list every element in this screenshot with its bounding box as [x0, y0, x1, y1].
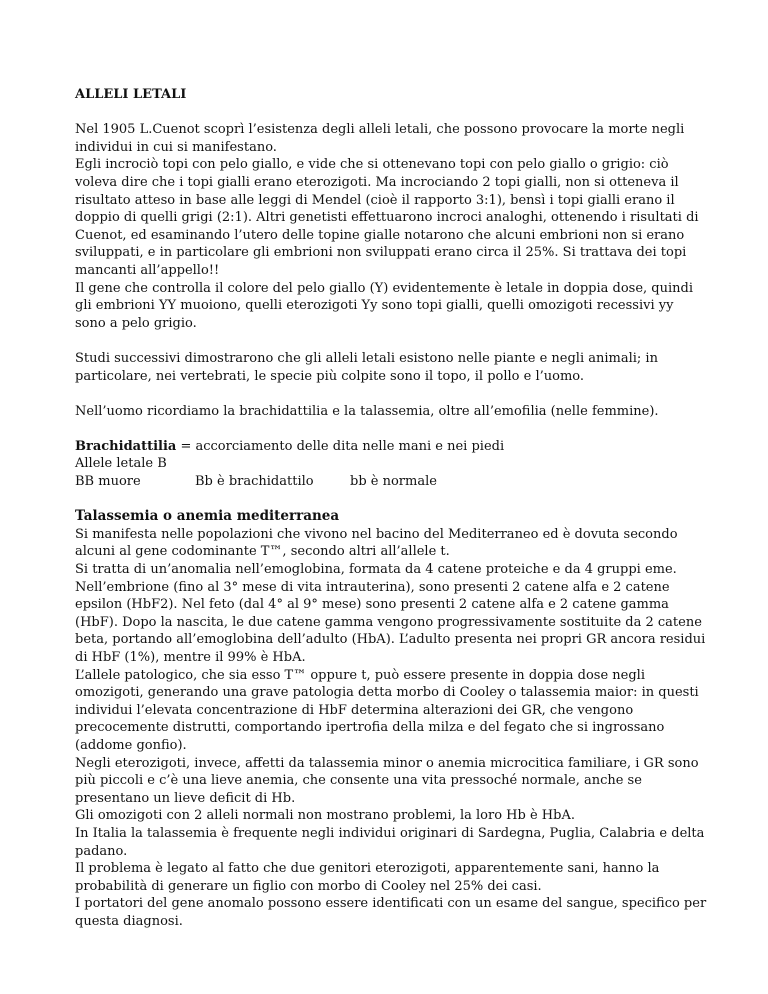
brachy-allele: Allele letale B	[75, 456, 167, 472]
human-paragraph: Nell’uomo ricordiamo la brachidattilia e la talassemia, oltre all’emofilia (nelle femmine).	[75, 403, 659, 419]
thal-paragraph-3: Nell’embrione (fino al 3° mese di vita intrauterina), sono presenti 2 catene alfa e 2 catene epsilon (HbF2). Nel feto (dal 4° al 9° mese) sono presenti 2 catene alfa e 2 catene gamma (HbF). Dopo la nascita, le due catene gamma vengono progressivamente sostituite da 2 catene beta, portando all’emoglobina dell’adulto (HbA). L’adulto presenta nei propri GR ancora residui di HbF (1%), mentre il 99% è HbA.	[75, 579, 706, 665]
brachy-term: Brachidattilia	[75, 438, 177, 454]
studies-paragraph: Studi successivi dimostrarono che gli alleli letali esistono nelle piante e negli animali; in particolare, nei vertebrati, le specie più colpite sono il topo, il pollo e l’uomo.	[75, 350, 658, 384]
brachy-definition-text: = accorciamento delle dita nelle mani e nei piedi	[176, 438, 505, 454]
thal-paragraph-5: Negli eterozigoti, invece, affetti da talassemia minor o anemia microcitica familiare, i GR sono più piccoli e c’è una lieve anemia, che consente una vita pressoché normale, anche se presentano un lieve deficit di Hb.	[75, 755, 699, 806]
intro-paragraph-1: Nel 1905 L.Cuenot scoprì l’esistenza degli alleli letali, che possono provocare la morte negli individui in cui si manifestano.	[75, 122, 685, 155]
thal-paragraph-8: Il problema è legato al fatto che due genitori eterozigoti, apparentemente sani, hanno la probabilità di generare un figlio con morbo di Cooley nel 25% dei casi.	[75, 861, 660, 894]
brachy-definition	[75, 438, 708, 456]
intro-paragraph-3: Il gene che controlla il colore del pelo giallo (Y) evidentemente è letale in doppia dose, quindi gli embrioni YY muoiono, quelli eterozigoti Yy sono topi gialli, quelli omozigoti recessivi yy sono a pelo grigio.	[75, 280, 693, 331]
intro-paragraph-2: Egli incrociò topi con pelo giallo, e vide che si ottenevano topi con pelo giallo o grigio: ciò voleva dire che i topi gialli erano eterozigoti. Ma incrociando 2 topi gialli, non si otteneva il risultato atteso in base alle leggi di Mendel (cioè il rapporto 3:1), bensì i topi gialli erano il doppio di quelli grigi (2:1). Altri genetisti effettuarono incroci analoghi, ottenendo i risultati di Cuenot, ed esaminando l’utero delle topine gialle notarono che alcuni embrioni non si erano sviluppati, e in particolare gli embrioni non sviluppati erano circa il 25%. Si trattava dei topi mancanti all’appello!!	[75, 157, 699, 278]
thal-paragraph-7: In Italia la talassemia è frequente negli individui originari di Sardegna, Puglia, Calabria e delta padano.	[75, 825, 705, 859]
thal-paragraph-9: I portatori del gene anomalo possono essere identificati con un esame del sangue, specifico per questa diagnosi.	[75, 896, 707, 929]
thal-paragraph-6: Gli omozigoti con 2 alleli normali non mostrano problemi, la loro Hb è HbA.	[75, 808, 575, 824]
thalassemia-heading: Talassemia o anemia mediterranea	[75, 508, 340, 525]
document-title: ALLELI LETALI	[75, 87, 187, 102]
genotype-bb-normal: bb è normale	[350, 474, 437, 490]
thal-paragraph-1: Si manifesta nelle popolazioni che vivono nel bacino del Mediterraneo ed è dovuta secondo alcuni al gene codominante T™, secondo altri all’allele t.	[75, 526, 678, 560]
genotype-bb-hetero: Bb è brachidattilo	[195, 474, 314, 490]
thal-paragraph-4: L’allele patologico, che sia esso T™ oppure t, può essere presente in doppia dose negli omozigoti, generando una grave patologia detta morbo di Cooley o talassemia maior: in questi individui l’elevata concentrazione di HbF determina alterazioni dei GR, che vengono precocemente distrutti, comportando ipertrofia della milza e del fegato che si ingrossano (addome gonfio).	[75, 667, 699, 753]
genotype-bb-dominant: BB muore	[75, 474, 141, 490]
thal-paragraph-2: Si tratta di un’anomalia nell’emoglobina, formata da 4 catene proteiche e da 4 gruppi eme.	[75, 562, 677, 578]
brachy-genotypes	[75, 473, 708, 491]
